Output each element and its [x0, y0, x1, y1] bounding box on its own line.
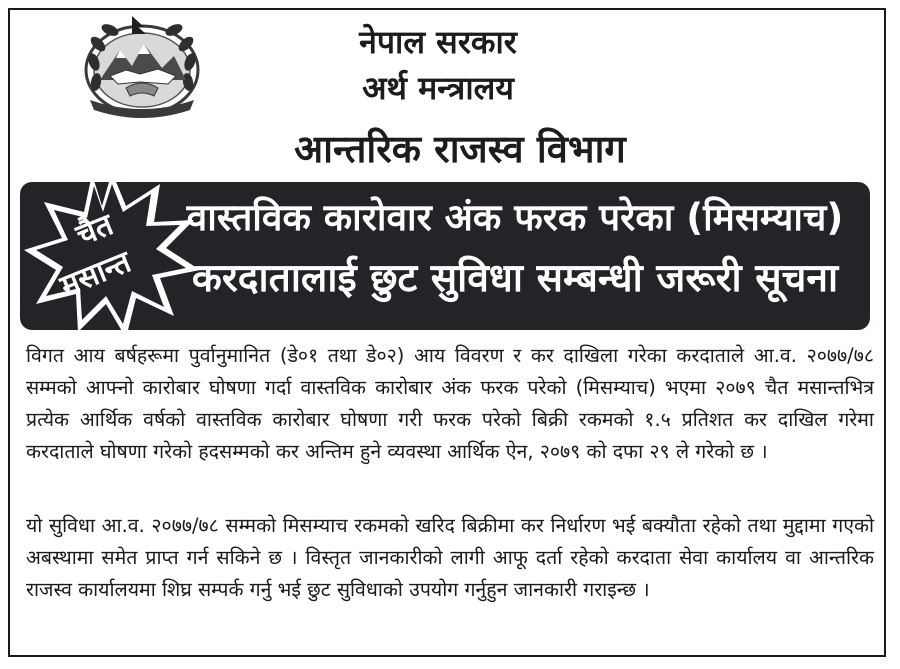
banner-title-line1: वास्तविक कारोवार अंक फरक परेका (मिसम्याच): [186, 196, 844, 239]
notice-paragraph-2: यो सुविधा आ.व. २०७७/७८ सम्मको मिसम्याच रकमको खरिद बिक्रीमा कर निर्धारण भई बक्यौता रहेको तथा मुद्दामा गएको अबस्थामा समेत प्राप्त गर्न सकिने छ । विस्तृत जानकारीको लागी आफू दर्ता रहेको करदाता सेवा कार्यालय वा आन्तरिक राजस्व कार्यालयमा शिघ्र सम्पर्क गर्नु भई छुट सुविधाको उपयोग गर्नुहुन जानकारी गराइन्छ ।: [26, 514, 874, 601]
burst-text-masant: मसान्त: [55, 244, 136, 305]
banner-title-line2: करदातालाई छुट सुविधा सम्बन्धी जरूरी सूचना: [191, 256, 839, 301]
burst-text-chait: चैत: [71, 207, 119, 254]
government-title: नेपाल सरकार: [359, 23, 517, 61]
notice-paragraph-1: विगत आय बर्षहरूमा पुर्वानुमानित (डे०१ तथा डे०२) आय विवरण र कर दाखिला गरेका करदाताले आ.व. २०७७/७८ सम्मको आफ्नो कारोबार घोषणा गर्दा वास्तविक कारोबार अंक फरक परेको (मिसम्याच) भएमा २०७९ चैत मसान्तभित्र प्रत्येक आर्थिक वर्षको वास्तविक कारोबार घोषणा गरी फरक परेको बिक्री रकमको १.५ प्रतिशत कर दाखिल गरेमा करदाताले घोषणा गरेको हदसम्मको कर अन्तिम हुने व्यवस्था आर्थिक ऐन, २०७९ को दफा २९ ले गरेको छ ।: [26, 344, 874, 463]
department-title: आन्तरिक राजस्व विभाग: [294, 127, 626, 171]
ministry-title: अर्थ मन्त्रालय: [362, 69, 514, 107]
